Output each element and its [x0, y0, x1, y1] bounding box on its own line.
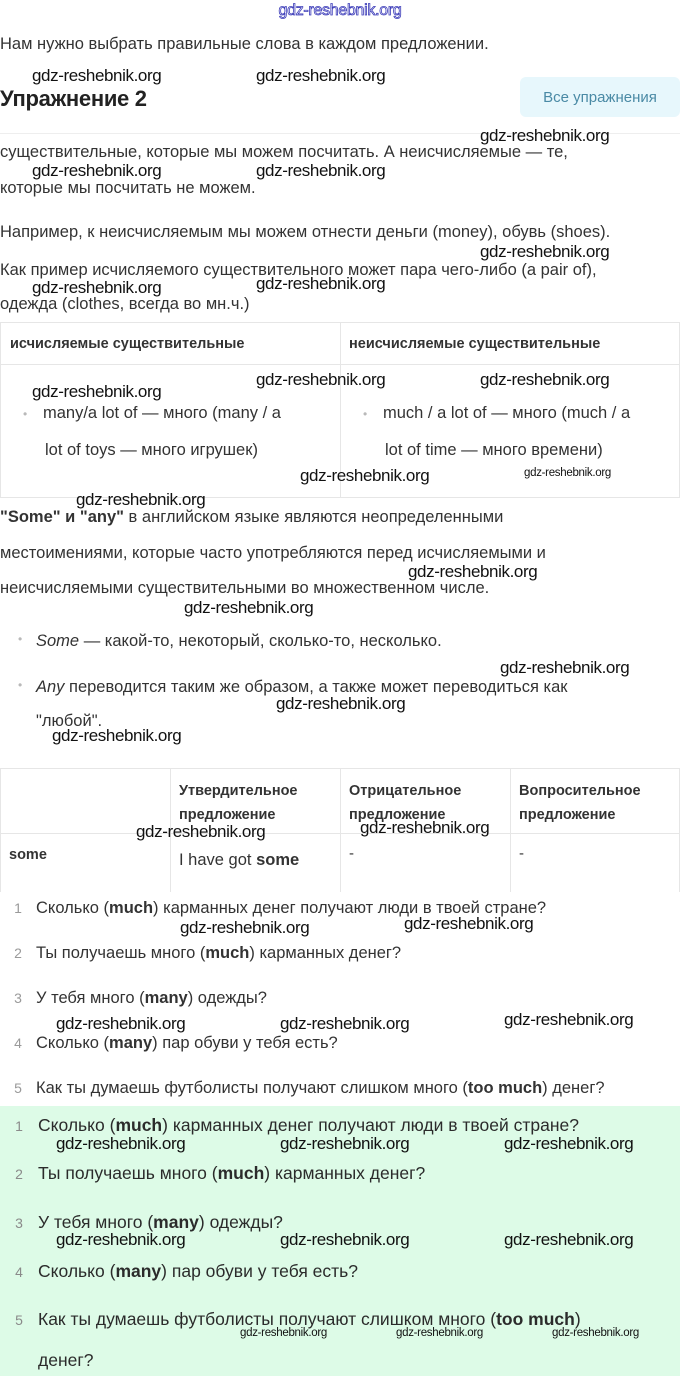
watermark: gdz-reshebnik.org	[56, 1134, 186, 1153]
watermark: gdz-reshebnik.org	[280, 1230, 410, 1249]
some-any-line1: "Some" и "any" в английском языке являются неопределенными	[0, 508, 504, 526]
watermark: gdz-reshebnik.org	[504, 1134, 634, 1153]
watermark: gdz-reshebnik.org	[240, 1327, 327, 1339]
table-cell-affirmative: I have got some	[179, 851, 300, 869]
watermark: gdz-reshebnik.org	[480, 126, 610, 145]
table-header-negative: Отрицательное предложение	[349, 783, 462, 823]
watermark: gdz-reshebnik.org	[524, 467, 611, 479]
watermark: gdz-reshebnik.org	[504, 1230, 634, 1249]
list-item-some: • Some — какой-то, некоторый, сколько-то, несколько.	[18, 632, 442, 650]
bullet-icon: •	[18, 632, 23, 646]
watermark: gdz-reshebnik.org	[552, 1327, 639, 1339]
theory-p1-line2: которые мы посчитать не можем.	[0, 179, 256, 197]
table-cell-negative: -	[349, 845, 354, 862]
table-cell-uncountable: • much / a lot of — много (much / a lot of time — много времени)	[363, 395, 663, 468]
watermark: gdz-reshebnik.org	[32, 382, 162, 401]
bullet-icon: •	[18, 678, 23, 692]
watermark: gdz-reshebnik.org	[32, 161, 162, 180]
exercise-title: Упражнение 2	[0, 86, 147, 111]
question-3: 3 У тебя много (many) одежды?	[14, 989, 267, 1007]
question-2: 2 Ты получаешь много (much) карманных денег?	[14, 944, 402, 962]
watermark: gdz-reshebnik.org	[396, 1327, 483, 1339]
intro-text: Нам нужно выбрать правильные слова в каждом предложении.	[0, 35, 489, 53]
table-header-countable: исчисляемые существительные	[10, 336, 245, 352]
watermark: gdz-reshebnik.org	[256, 370, 386, 389]
watermark-top: gdz-reshebnik.org	[278, 2, 402, 19]
list-item-any-cont: "любой".	[36, 712, 103, 730]
some-any-table	[0, 768, 680, 892]
watermark: gdz-reshebnik.org	[52, 726, 182, 745]
watermark: gdz-reshebnik.org	[32, 66, 162, 85]
question-1: 1 Сколько (much) карманных денег получают люди в твоей стране?	[14, 899, 547, 917]
theory-p3-line1: Как пример исчисляемого существительного может пара чего-либо (a pair of),	[0, 261, 597, 279]
answer-2: 2 Ты получаешь много (much) карманных денег?	[15, 1163, 426, 1183]
answer-4: 4 Сколько (many) пар обуви у тебя есть?	[15, 1261, 359, 1281]
watermark: gdz-reshebnik.org	[280, 1134, 410, 1153]
all-exercises-button[interactable]: Все упражнения	[520, 77, 680, 117]
watermark: gdz-reshebnik.org	[360, 818, 490, 837]
theory-p1-line1: существительные, которые мы можем посчитать. А неисчисляемые — те,	[0, 143, 568, 161]
watermark: gdz-reshebnik.org	[404, 914, 534, 933]
some-any-line2: местоимениями, которые часто употребляются перед исчисляемыми и	[0, 544, 546, 562]
answer-3: 3 У тебя много (many) одежды?	[15, 1212, 283, 1232]
theory-p2: Например, к неисчисляемым мы можем отнести деньги (money), обувь (shoes).	[0, 223, 611, 241]
watermark: gdz-reshebnik.org	[32, 278, 162, 297]
list-item-any: • Any переводится таким же образом, а также может переводиться как	[18, 678, 568, 696]
watermark: gdz-reshebnik.org	[180, 918, 310, 937]
table-header-uncountable: неисчисляемые существительные	[349, 336, 601, 352]
watermark: gdz-reshebnik.org	[56, 1014, 186, 1033]
watermark: gdz-reshebnik.org	[300, 466, 430, 485]
watermark: gdz-reshebnik.org	[76, 490, 206, 509]
watermark: gdz-reshebnik.org	[56, 1230, 186, 1249]
watermark: gdz-reshebnik.org	[256, 161, 386, 180]
bullet-icon: •	[363, 407, 368, 421]
bullet-icon: •	[23, 407, 28, 421]
question-4: 4 Сколько (many) пар обуви у тебя есть?	[14, 1034, 338, 1052]
watermark: gdz-reshebnik.org	[408, 562, 538, 581]
watermark: gdz-reshebnik.org	[256, 66, 386, 85]
table-cell-question: -	[519, 845, 524, 862]
some-any-line3: неисчисляемыми существительными во множественном числе.	[0, 579, 490, 597]
answer-5: 5 Как ты думаешь футболисты получают слишком много (too much)	[15, 1309, 581, 1329]
watermark: gdz-reshebnik.org	[276, 694, 406, 713]
table-header-affirmative: Утвердительное предложение	[179, 783, 298, 823]
watermark: gdz-reshebnik.org	[280, 1014, 410, 1033]
table-cell-countable: • many/a lot of — много (many / a lot of toys — много игрушек)	[23, 395, 323, 468]
question-5: 5 Как ты думаешь футболисты получают слишком много (too much) денег?	[14, 1079, 605, 1097]
divider	[0, 133, 680, 134]
table-row-label: some	[9, 847, 47, 863]
countable-table	[0, 322, 680, 498]
watermark: gdz-reshebnik.org	[500, 658, 630, 677]
watermark: gdz-reshebnik.org	[136, 822, 266, 841]
watermark: gdz-reshebnik.org	[504, 1010, 634, 1029]
answer-1: 1 Сколько (much) карманных денег получают люди в твоей стране?	[15, 1115, 579, 1135]
table-header-question: Вопросительное предложение	[519, 783, 641, 823]
answer-block	[0, 1106, 680, 1376]
watermark: gdz-reshebnik.org	[480, 370, 610, 389]
watermark: gdz-reshebnik.org	[256, 274, 386, 293]
theory-p3-line2: одежда (clothes, всегда во мн.ч.)	[0, 295, 250, 313]
watermark: gdz-reshebnik.org	[480, 242, 610, 261]
answer-5-cont: денег?	[38, 1350, 94, 1370]
watermark: gdz-reshebnik.org	[184, 598, 314, 617]
